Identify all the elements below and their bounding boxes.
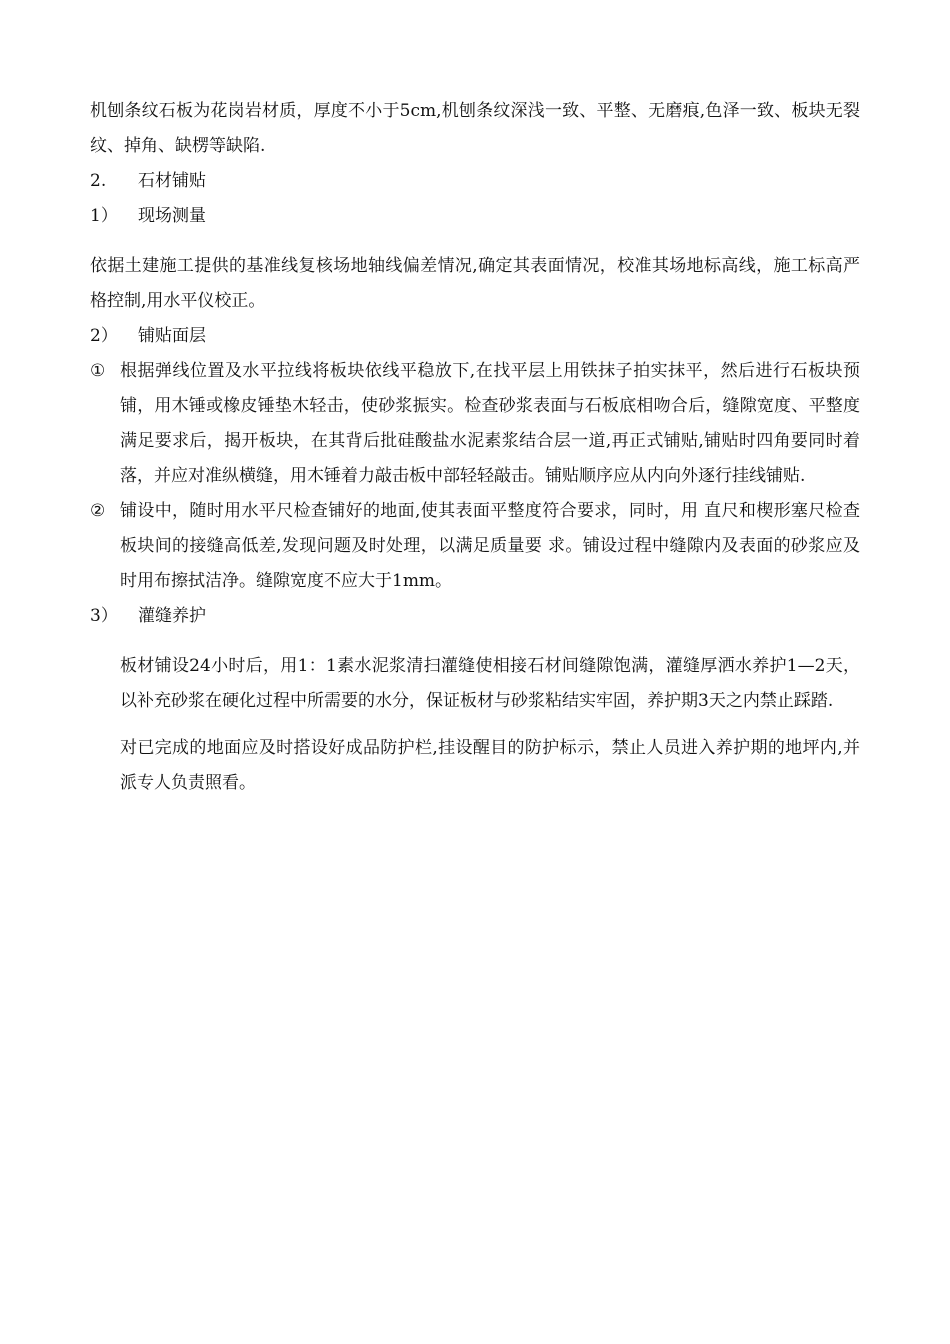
- list-item-text: 铺设中，随时用水平尺检查铺好的地面,使其表面平整度符合要求，同时，用 直尺和楔形塞尺检查板块间的接缝高低差,发现问题及时处理，以满足质量要 求。铺设过程中缝隙内及表面的砂浆应及时用布擦拭洁净。缝隙宽度不应大于1mm。: [120, 501, 860, 591]
- subsection-3-paragraph: 对已完成的地面应及时搭设好成品防护栏,挂设醒目的防护标示，禁止人员进入养护期的地坪内,并派专人负责照看。: [120, 738, 860, 793]
- subsection-3-number: 3）: [90, 606, 118, 626]
- list-item: [90, 354, 860, 494]
- list-item-text: 根据弹线位置及水平拉线将板块依线平稳放下,在找平层上用铁抹子拍实抹平，然后进行石板块预铺，用木锤或橡皮锤垫木轻击，使砂浆振实。检查砂浆表面与石板底相吻合后，缝隙宽度、平整度满足要求后，揭开板块，在其背后批硅酸盐水泥素浆结合层一道,再正式铺贴,铺贴时四角要同时着落，并应对准纵横缝，用木锤着力敲击板中部轻轻敲击。铺贴顺序应从内向外逐行挂线铺贴.: [120, 361, 860, 486]
- subsection-2-number: 2）: [90, 326, 118, 346]
- document-page: [90, 94, 860, 801]
- list-item: [90, 494, 860, 599]
- subsection-3-title: 灌缝养护: [138, 606, 206, 626]
- list-item-marker: ①: [90, 361, 106, 381]
- section-2-number: 2.: [90, 171, 107, 191]
- intro-paragraph: 机刨条纹石板为花岗岩材质，厚度不小于5cm,机刨条纹深浅一致、平整、无磨痕,色泽一致、板块无裂纹、掉角、缺楞等缺陷.: [90, 101, 860, 156]
- subsection-3-heading: [90, 599, 860, 634]
- section-2-heading: [90, 164, 860, 199]
- subsection-1-heading: [90, 199, 860, 234]
- subsection-1-paragraph: 依据土建施工提供的基准线复核场地轴线偏差情况,确定其表面情况，校准其场地标高线，施工标高严格控制,用水平仪校正。: [90, 256, 860, 311]
- list-item-marker: ②: [90, 501, 106, 521]
- subsection-2-heading: [90, 319, 860, 354]
- subsection-1-number: 1）: [90, 206, 118, 226]
- subsection-1-title: 现场测量: [138, 206, 206, 226]
- subsection-3-paragraph: 板材铺设24小时后，用1：1素水泥浆清扫灌缝使相接石材间缝隙饱满，灌缝厚洒水养护1—2天，以补充砂浆在硬化过程中所需要的水分，保证板材与砂浆粘结实牢固，养护期3天之内禁止踩踏.: [120, 656, 860, 711]
- subsection-2-title: 铺贴面层: [138, 326, 206, 346]
- subsection-3-body: [90, 649, 860, 801]
- section-2-title: 石材铺贴: [138, 171, 206, 191]
